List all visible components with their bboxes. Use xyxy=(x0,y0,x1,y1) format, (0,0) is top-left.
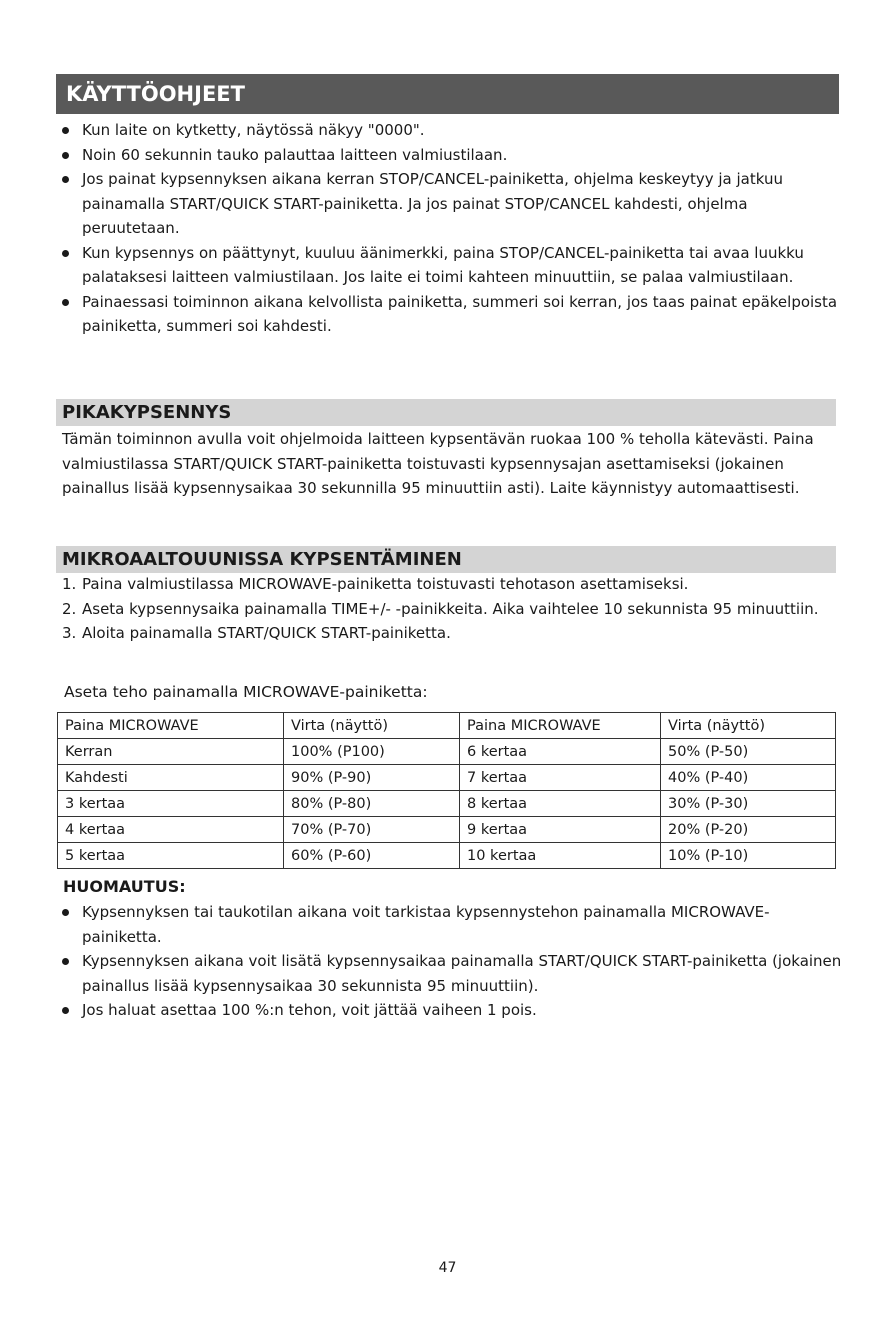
table-cell: Kahdesti xyxy=(58,765,284,791)
bullet-icon xyxy=(62,127,69,134)
bullet-icon xyxy=(62,250,69,257)
list-item: Kun laite on kytketty, näytössä näkyy "0000". xyxy=(62,118,842,143)
bullet-icon xyxy=(62,958,69,965)
list-item: Noin 60 sekunnin tauko palauttaa laitteen valmiustilaan. xyxy=(62,143,842,168)
bullet-icon xyxy=(62,909,69,916)
list-item: Painaessasi toiminnon aikana kelvollista painiketta, summeri soi kerran, jos taas painat epäkelpoista painiketta, summeri soi kahdesti. xyxy=(62,290,842,339)
list-item: Jos painat kypsennyksen aikana kerran STOP/CANCEL-painiketta, ohjelma keskeytyy ja jatkuu painamalla START/QUICK START-painiketta. Ja jos painat STOP/CANCEL kahdesti, ohjelma peruutetaan. xyxy=(62,167,842,241)
step-item: 3. Aloita painamalla START/QUICK START-painiketta. xyxy=(62,624,451,642)
page-number: 47 xyxy=(438,1260,457,1276)
table-header-cell: Virta (näyttö) xyxy=(661,713,836,739)
table-row xyxy=(58,817,836,843)
table-cell: 8 kertaa xyxy=(460,791,661,817)
table-header-cell: Paina MICROWAVE xyxy=(460,713,661,739)
step-item: 2. Aseta kypsennysaika painamalla TIME+/- -painikkeita. Aika vaihtelee 10 sekunnista 95 minuuttiin. xyxy=(62,599,819,618)
microwave-steps-list xyxy=(62,572,822,646)
list-item: Kypsennyksen aikana voit lisätä kypsennysaikaa painamalla START/QUICK START-painiketta (jokainen painallus lisää kypsennysaikaa 30 sekunnista 95 minuuttiin). xyxy=(62,949,842,998)
table-cell: 4 kertaa xyxy=(58,817,284,843)
table-cell: 80% (P-80) xyxy=(284,791,460,817)
list-item: Kypsennyksen tai taukotilan aikana voit tarkistaa kypsennystehon painamalla MICROWAVE-painiketta. xyxy=(62,900,842,949)
list-item: Kun kypsennys on päättynyt, kuuluu äänimerkki, paina STOP/CANCEL-painiketta tai avaa luukku palataksesi laitteen valmiustilaan. Jos laite ei toimi kahteen minuuttiin, se palaa valmiustilaan. xyxy=(62,241,842,290)
table-row xyxy=(58,791,836,817)
section-heading-kayttoohjeet: KÄYTTÖOHJEET xyxy=(56,74,839,114)
bullet-icon xyxy=(62,176,69,183)
table-header-cell: Virta (näyttö) xyxy=(284,713,460,739)
bullet-icon xyxy=(62,152,69,159)
bullet-icon xyxy=(62,1007,69,1014)
note-bullet-list xyxy=(62,900,842,1023)
table-cell: 70% (P-70) xyxy=(284,817,460,843)
table-row xyxy=(58,765,836,791)
table-cell: 10 kertaa xyxy=(460,843,661,869)
table-cell: 5 kertaa xyxy=(58,843,284,869)
usage-bullet-list xyxy=(62,118,842,339)
table-cell: 90% (P-90) xyxy=(284,765,460,791)
table-cell: Kerran xyxy=(58,739,284,765)
table-cell: 30% (P-30) xyxy=(661,791,836,817)
table-cell: 50% (P-50) xyxy=(661,739,836,765)
table-row xyxy=(58,843,836,869)
table-header-row xyxy=(58,713,836,739)
step-item: 1. Paina valmiustilassa MICROWAVE-painiketta toistuvasti tehotason asettamiseksi. xyxy=(62,575,689,593)
table-header-cell: Paina MICROWAVE xyxy=(58,713,284,739)
table-cell: 9 kertaa xyxy=(460,817,661,843)
list-item: Jos haluat asettaa 100 %:n tehon, voit jättää vaiheen 1 pois. xyxy=(62,998,842,1023)
table-cell: 40% (P-40) xyxy=(661,765,836,791)
table-cell: 20% (P-20) xyxy=(661,817,836,843)
table-cell: 7 kertaa xyxy=(460,765,661,791)
table-cell: 10% (P-10) xyxy=(661,843,836,869)
table-cell: 3 kertaa xyxy=(58,791,284,817)
note-heading: HUOMAUTUS: xyxy=(63,877,186,896)
table-cell: 6 kertaa xyxy=(460,739,661,765)
table-cell: 60% (P-60) xyxy=(284,843,460,869)
table-cell: 100% (P100) xyxy=(284,739,460,765)
table-row xyxy=(58,739,836,765)
power-level-table xyxy=(57,712,836,869)
section-heading-pikakypsennys: PIKAKYPSENNYS xyxy=(56,399,836,426)
section-heading-mikroaaltouuni: MIKROAALTOUUNISSA KYPSENTÄMINEN xyxy=(56,546,836,573)
pikakypsennys-description: Tämän toiminnon avulla voit ohjelmoida laitteen kypsentävän ruokaa 100 % teholla kätevästi. Paina valmiustilassa START/QUICK START-painiketta toistuvasti kypsennysajan asettamiseksi (jokainen painallus lisää kypsennysaikaa 30 sekunnilla 95 minuuttiin asti). Laite käynnistyy automaattisesti. xyxy=(62,430,814,497)
bullet-icon xyxy=(62,299,69,306)
power-table-title: Aseta teho painamalla MICROWAVE-painiketta: xyxy=(64,683,428,701)
